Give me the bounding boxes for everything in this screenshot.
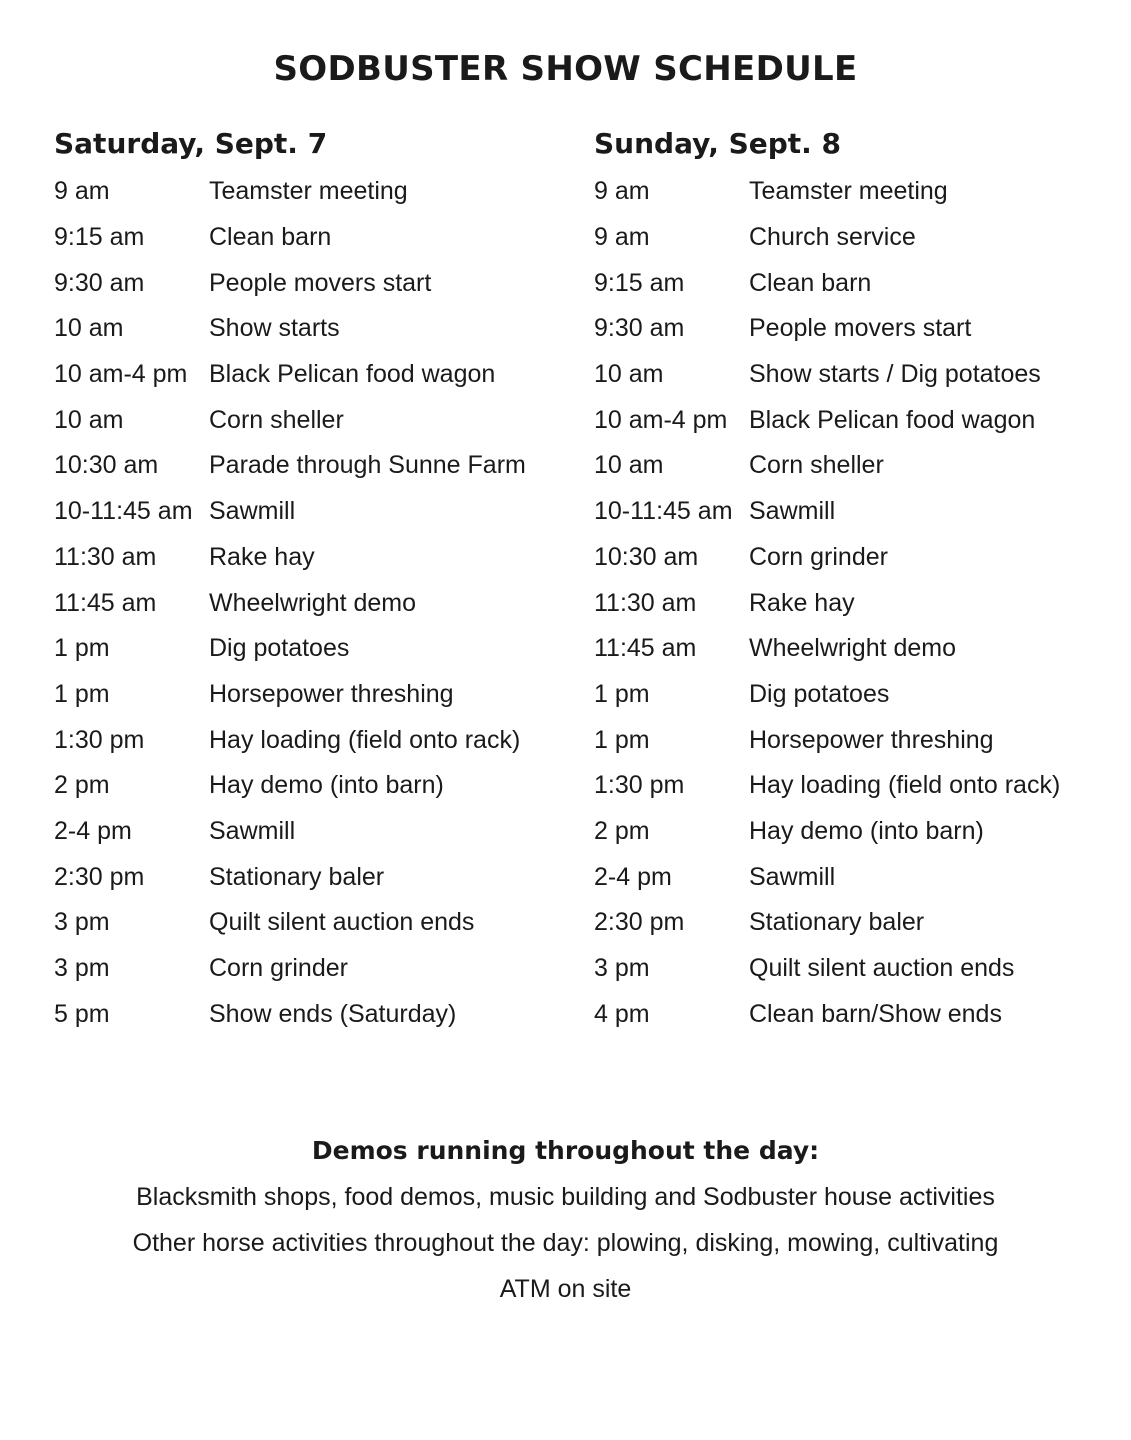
row-time: 9 am: [594, 177, 650, 206]
row-time: 2-4 pm: [54, 816, 132, 845]
row-time: 3 pm: [54, 954, 110, 983]
row-time: 4 pm: [594, 999, 650, 1028]
schedule-row: [594, 169, 1060, 215]
schedule-row: [54, 397, 526, 443]
schedule-row: [594, 215, 1060, 261]
row-time: 1:30 pm: [54, 725, 145, 754]
schedule-row: [594, 672, 1060, 718]
schedule-row: [594, 260, 1060, 306]
row-event: Corn grinder: [209, 954, 348, 983]
schedule-row: [594, 809, 1060, 855]
saturday-heading: Saturday, Sept. 7: [54, 127, 328, 160]
row-time: 5 pm: [54, 999, 110, 1028]
row-event: Sawmill: [749, 862, 836, 891]
row-time: 10 am-4 pm: [54, 360, 188, 389]
schedule-row: [594, 717, 1060, 763]
sunday-rows: [594, 169, 1060, 1037]
row-time: 10 am: [54, 314, 124, 343]
row-time: 1 pm: [54, 634, 110, 663]
schedule-row: [54, 717, 526, 763]
sunday-heading: Sunday, Sept. 8: [594, 127, 842, 160]
row-time: 9 am: [594, 223, 650, 252]
schedule-row: [54, 763, 526, 809]
row-time: 10:30 am: [594, 542, 699, 571]
schedule-row: [594, 854, 1060, 900]
schedule-row: [54, 900, 526, 946]
schedule-row: [594, 535, 1060, 581]
row-event: Corn sheller: [749, 451, 884, 480]
schedule-row: [54, 626, 526, 672]
row-event: Hay loading (field onto rack): [749, 771, 1061, 800]
row-event: Church service: [749, 223, 916, 252]
row-event: Parade through Sunne Farm: [209, 451, 526, 480]
schedule-row: [594, 580, 1060, 626]
row-time: 1:30 pm: [594, 771, 685, 800]
row-time: 9:15 am: [594, 268, 685, 297]
row-time: 1 pm: [594, 725, 650, 754]
row-time: 11:30 am: [594, 588, 697, 617]
row-event: Sawmill: [209, 497, 296, 526]
row-time: 11:45 am: [54, 588, 157, 617]
row-event: Quilt silent auction ends: [749, 954, 1015, 983]
row-time: 9:15 am: [54, 223, 145, 252]
schedule-row: [54, 535, 526, 581]
row-event: Black Pelican food wagon: [749, 405, 1036, 434]
row-time: 10-11:45 am: [594, 497, 733, 526]
schedule-row: [54, 854, 526, 900]
row-event: Corn sheller: [209, 405, 344, 434]
row-event: Rake hay: [209, 542, 315, 571]
row-event: Clean barn/Show ends: [749, 999, 1002, 1028]
schedule-row: [54, 991, 526, 1037]
row-time: 2:30 pm: [54, 862, 145, 891]
schedule-row: [54, 352, 526, 398]
row-event: Rake hay: [749, 588, 855, 617]
row-time: 9:30 am: [594, 314, 685, 343]
schedule-row: [54, 672, 526, 718]
schedule-row: [54, 215, 526, 261]
row-event: People movers start: [209, 268, 432, 297]
row-event: Hay demo (into barn): [749, 816, 984, 845]
row-time: 2-4 pm: [594, 862, 672, 891]
row-time: 10 am: [54, 405, 124, 434]
schedule-row: [54, 306, 526, 352]
schedule-row: [594, 352, 1060, 398]
row-time: 11:45 am: [594, 634, 697, 663]
row-event: Teamster meeting: [209, 177, 408, 206]
schedule-row: [54, 169, 526, 215]
schedule-row: [594, 900, 1060, 946]
schedule-row: [54, 260, 526, 306]
schedule-row: [54, 580, 526, 626]
schedule-row: [594, 946, 1060, 992]
row-event: Corn grinder: [749, 542, 888, 571]
schedule-row: [594, 443, 1060, 489]
row-time: 10-11:45 am: [54, 497, 193, 526]
row-time: 3 pm: [594, 954, 650, 983]
schedule-row: [54, 443, 526, 489]
row-event: Teamster meeting: [749, 177, 948, 206]
row-event: Clean barn: [749, 268, 872, 297]
demos-section: [0, 1128, 1131, 1312]
row-event: Hay demo (into barn): [209, 771, 444, 800]
row-time: 10:30 am: [54, 451, 159, 480]
row-time: 11:30 am: [54, 542, 157, 571]
row-event: Stationary baler: [209, 862, 385, 891]
saturday-rows: [54, 169, 526, 1037]
row-event: Dig potatoes: [749, 679, 890, 708]
row-event: Show starts / Dig potatoes: [749, 360, 1041, 389]
row-event: Show starts: [209, 314, 340, 343]
schedule-row: [594, 306, 1060, 352]
schedule-row: [54, 489, 526, 535]
horse-activities-line: Other horse activities throughout the day: plowing, disking, mowing, cultivating: [132, 1229, 999, 1257]
row-time: 10 am-4 pm: [594, 405, 728, 434]
schedule-row: [594, 397, 1060, 443]
row-event: Horsepower threshing: [749, 725, 994, 754]
row-event: People movers start: [749, 314, 972, 343]
row-event: Hay loading (field onto rack): [209, 725, 521, 754]
row-time: 2 pm: [594, 816, 650, 845]
row-event: Horsepower threshing: [209, 679, 454, 708]
row-time: 9 am: [54, 177, 110, 206]
saturday-schedule: [54, 122, 526, 1037]
schedule-row: [54, 809, 526, 855]
row-event: Wheelwright demo: [209, 588, 417, 617]
row-event: Wheelwright demo: [749, 634, 957, 663]
row-event: Black Pelican food wagon: [209, 360, 496, 389]
row-event: Sawmill: [749, 497, 836, 526]
row-event: Dig potatoes: [209, 634, 350, 663]
row-event: Stationary baler: [749, 908, 925, 937]
row-event: Clean barn: [209, 223, 332, 252]
sunday-schedule: [594, 122, 1060, 1037]
page-title: SODBUSTER SHOW SCHEDULE: [273, 49, 858, 89]
schedule-row: [594, 489, 1060, 535]
schedule-row: [594, 763, 1060, 809]
row-event: Quilt silent auction ends: [209, 908, 475, 937]
demos-line: Blacksmith shops, food demos, music building and Sodbuster house activities: [136, 1183, 995, 1211]
row-time: 1 pm: [594, 679, 650, 708]
row-time: 2 pm: [54, 771, 110, 800]
schedule-row: [594, 991, 1060, 1037]
row-time: 10 am: [594, 360, 664, 389]
row-time: 10 am: [594, 451, 664, 480]
row-time: 2:30 pm: [594, 908, 685, 937]
atm-line: ATM on site: [499, 1275, 632, 1303]
row-event: Show ends (Saturday): [209, 999, 457, 1028]
row-time: 1 pm: [54, 679, 110, 708]
demos-heading: Demos running throughout the day:: [311, 1136, 820, 1165]
row-time: 9:30 am: [54, 268, 145, 297]
schedule-row: [54, 946, 526, 992]
row-event: Sawmill: [209, 816, 296, 845]
schedule-row: [594, 626, 1060, 672]
row-time: 3 pm: [54, 908, 110, 937]
